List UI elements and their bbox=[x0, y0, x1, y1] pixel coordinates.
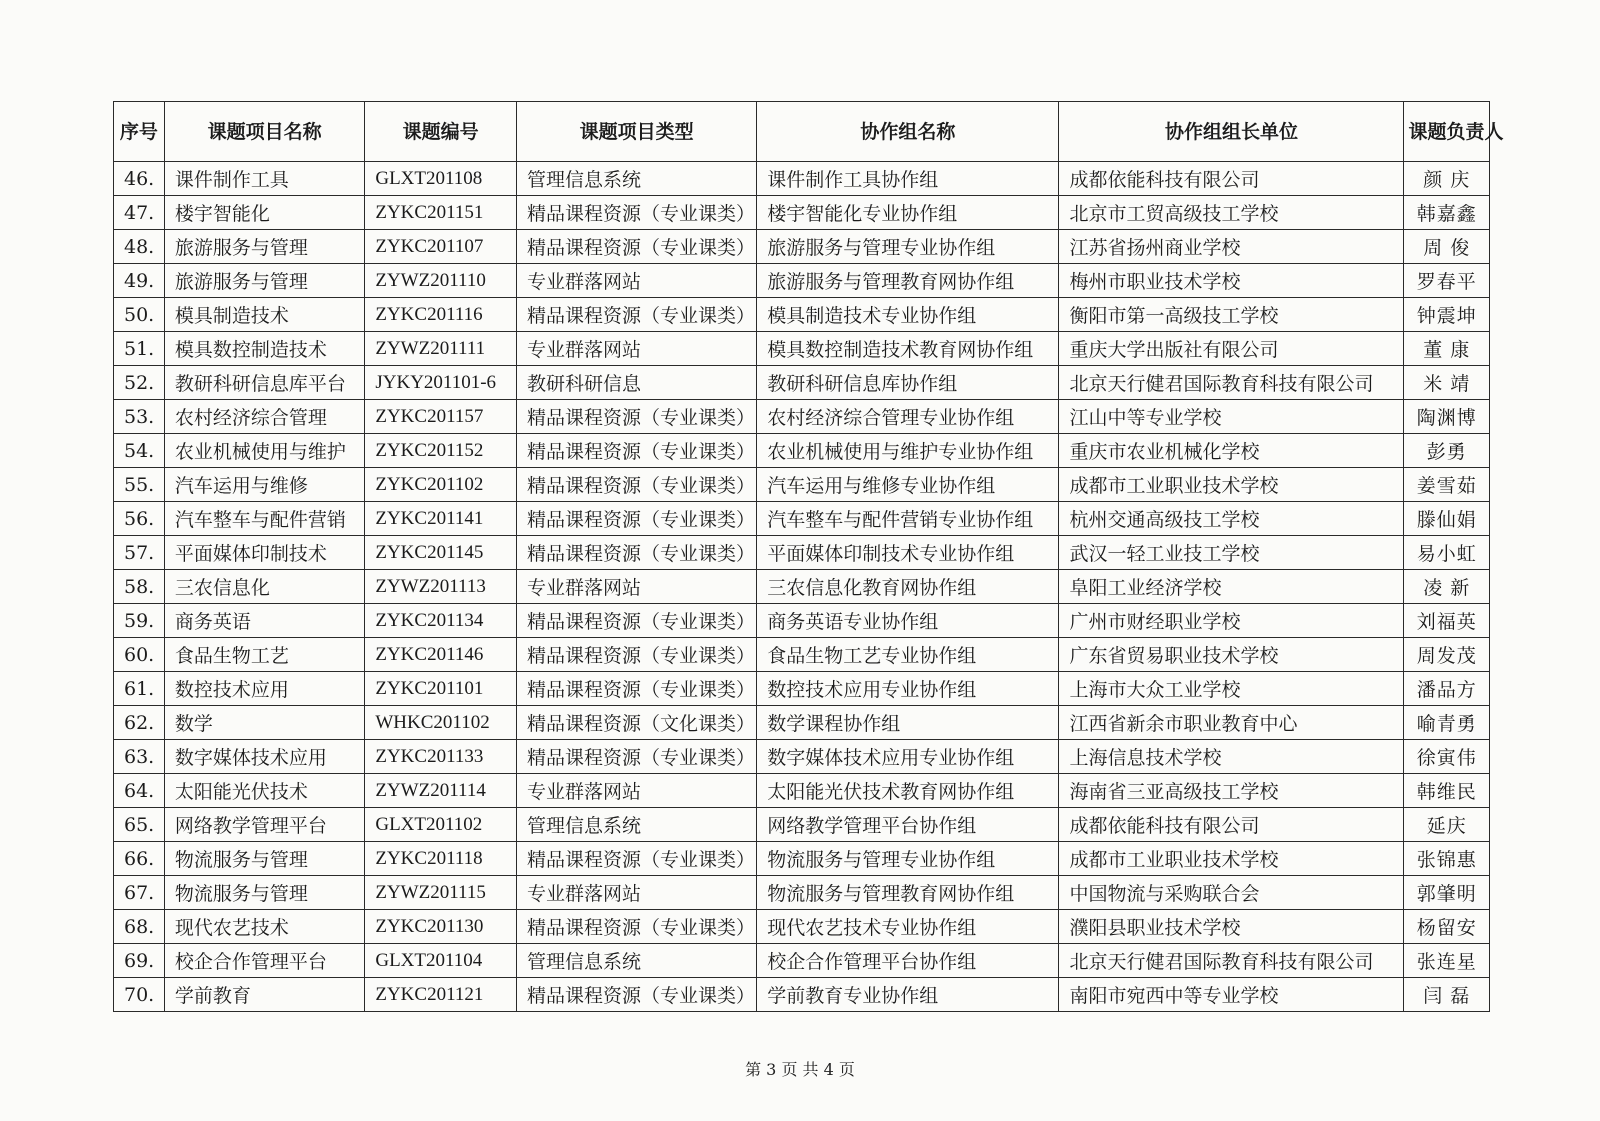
table-row bbox=[114, 298, 1490, 332]
table-row bbox=[114, 638, 1490, 672]
cell-leader: 滕仙娟 bbox=[1404, 502, 1490, 536]
cell-group-name: 课件制作工具协作组 bbox=[757, 162, 1059, 196]
cell-leader-unit: 江苏省扬州商业学校 bbox=[1059, 230, 1404, 264]
cell-no: 51. bbox=[114, 332, 165, 366]
cell-leader-unit: 成都市工业职业技术学校 bbox=[1059, 468, 1404, 502]
cell-leader: 刘福英 bbox=[1404, 604, 1490, 638]
cell-type: 精品课程资源（专业课类） bbox=[517, 502, 757, 536]
cell-leader: 郭肇明 bbox=[1404, 876, 1490, 910]
cell-leader-unit: 武汉一轻工业技工学校 bbox=[1059, 536, 1404, 570]
cell-leader-unit: 北京天行健君国际教育科技有限公司 bbox=[1059, 944, 1404, 978]
cell-leader-unit: 江山中等专业学校 bbox=[1059, 400, 1404, 434]
cell-leader: 陶渊博 bbox=[1404, 400, 1490, 434]
cell-project-name: 教研科研信息库平台 bbox=[164, 366, 364, 400]
cell-code: ZYKC201152 bbox=[365, 434, 517, 468]
cell-no: 70. bbox=[114, 978, 165, 1012]
cell-leader-unit: 江西省新余市职业教育中心 bbox=[1059, 706, 1404, 740]
cell-project-name: 旅游服务与管理 bbox=[164, 230, 364, 264]
cell-no: 63. bbox=[114, 740, 165, 774]
cell-type: 专业群落网站 bbox=[517, 876, 757, 910]
cell-no: 54. bbox=[114, 434, 165, 468]
cell-project-name: 楼宇智能化 bbox=[164, 196, 364, 230]
cell-type: 精品课程资源（专业课类） bbox=[517, 740, 757, 774]
cell-leader: 潘品方 bbox=[1404, 672, 1490, 706]
table-row bbox=[114, 196, 1490, 230]
cell-group-name: 农村经济综合管理专业协作组 bbox=[757, 400, 1059, 434]
cell-type: 管理信息系统 bbox=[517, 944, 757, 978]
table-row bbox=[114, 468, 1490, 502]
cell-leader: 韩嘉鑫 bbox=[1404, 196, 1490, 230]
project-table bbox=[113, 101, 1504, 1012]
header-type: 课题项目类型 bbox=[517, 102, 757, 162]
table-row bbox=[114, 808, 1490, 842]
cell-project-name: 网络教学管理平台 bbox=[164, 808, 364, 842]
cell-group-name: 物流服务与管理教育网协作组 bbox=[757, 876, 1059, 910]
cell-leader: 罗春平 bbox=[1404, 264, 1490, 298]
table-row bbox=[114, 672, 1490, 706]
cell-no: 60. bbox=[114, 638, 165, 672]
cell-leader: 喻青勇 bbox=[1404, 706, 1490, 740]
cell-leader: 颜 庆 bbox=[1404, 162, 1490, 196]
table-row bbox=[114, 502, 1490, 536]
cell-leader: 周发茂 bbox=[1404, 638, 1490, 672]
cell-code: ZYWZ201115 bbox=[365, 876, 517, 910]
cell-code: ZYWZ201114 bbox=[365, 774, 517, 808]
table-row bbox=[114, 332, 1490, 366]
cell-leader-unit: 重庆大学出版社有限公司 bbox=[1059, 332, 1404, 366]
cell-project-name: 商务英语 bbox=[164, 604, 364, 638]
cell-leader-unit: 梅州市职业技术学校 bbox=[1059, 264, 1404, 298]
cell-project-name: 校企合作管理平台 bbox=[164, 944, 364, 978]
cell-project-name: 农业机械使用与维护 bbox=[164, 434, 364, 468]
cell-group-name: 汽车整车与配件营销专业协作组 bbox=[757, 502, 1059, 536]
cell-leader-unit: 重庆市农业机械化学校 bbox=[1059, 434, 1404, 468]
cell-leader-unit: 成都依能科技有限公司 bbox=[1059, 808, 1404, 842]
cell-type: 精品课程资源（专业课类） bbox=[517, 536, 757, 570]
table-row bbox=[114, 978, 1490, 1012]
cell-leader: 周 俊 bbox=[1404, 230, 1490, 264]
cell-type: 精品课程资源（专业课类） bbox=[517, 434, 757, 468]
table-row bbox=[114, 434, 1490, 468]
cell-group-name: 网络教学管理平台协作组 bbox=[757, 808, 1059, 842]
table-row bbox=[114, 740, 1490, 774]
table-row bbox=[114, 230, 1490, 264]
cell-code: JYKY201101-6 bbox=[365, 366, 517, 400]
cell-group-name: 数学课程协作组 bbox=[757, 706, 1059, 740]
cell-project-name: 汽车整车与配件营销 bbox=[164, 502, 364, 536]
cell-group-name: 校企合作管理平台协作组 bbox=[757, 944, 1059, 978]
cell-code: ZYWZ201110 bbox=[365, 264, 517, 298]
cell-project-name: 太阳能光伏技术 bbox=[164, 774, 364, 808]
cell-code: ZYKC201141 bbox=[365, 502, 517, 536]
cell-project-name: 现代农艺技术 bbox=[164, 910, 364, 944]
cell-type: 精品课程资源（专业课类） bbox=[517, 400, 757, 434]
cell-group-name: 学前教育专业协作组 bbox=[757, 978, 1059, 1012]
cell-code: GLXT201104 bbox=[365, 944, 517, 978]
cell-project-name: 三农信息化 bbox=[164, 570, 364, 604]
cell-group-name: 现代农艺技术专业协作组 bbox=[757, 910, 1059, 944]
cell-group-name: 旅游服务与管理教育网协作组 bbox=[757, 264, 1059, 298]
header-code: 课题编号 bbox=[365, 102, 517, 162]
cell-leader: 徐寅伟 bbox=[1404, 740, 1490, 774]
cell-group-name: 物流服务与管理专业协作组 bbox=[757, 842, 1059, 876]
cell-group-name: 教研科研信息库协作组 bbox=[757, 366, 1059, 400]
cell-leader: 张锦惠 bbox=[1404, 842, 1490, 876]
table-row bbox=[114, 944, 1490, 978]
cell-no: 49. bbox=[114, 264, 165, 298]
cell-no: 55. bbox=[114, 468, 165, 502]
cell-code: ZYKC201118 bbox=[365, 842, 517, 876]
cell-code: ZYKC201116 bbox=[365, 298, 517, 332]
cell-project-name: 农村经济综合管理 bbox=[164, 400, 364, 434]
cell-leader-unit: 上海市大众工业学校 bbox=[1059, 672, 1404, 706]
cell-group-name: 商务英语专业协作组 bbox=[757, 604, 1059, 638]
cell-no: 56. bbox=[114, 502, 165, 536]
cell-type: 精品课程资源（专业课类） bbox=[517, 842, 757, 876]
cell-project-name: 物流服务与管理 bbox=[164, 876, 364, 910]
cell-type: 精品课程资源（专业课类） bbox=[517, 638, 757, 672]
header-leader: 课题负责人 bbox=[1404, 102, 1490, 162]
cell-type: 精品课程资源（专业课类） bbox=[517, 230, 757, 264]
cell-no: 62. bbox=[114, 706, 165, 740]
cell-group-name: 楼宇智能化专业协作组 bbox=[757, 196, 1059, 230]
cell-code: ZYKC201130 bbox=[365, 910, 517, 944]
cell-no: 57. bbox=[114, 536, 165, 570]
cell-code: ZYKC201107 bbox=[365, 230, 517, 264]
cell-leader-unit: 成都市工业职业技术学校 bbox=[1059, 842, 1404, 876]
cell-leader: 彭勇 bbox=[1404, 434, 1490, 468]
cell-project-name: 数控技术应用 bbox=[164, 672, 364, 706]
cell-leader: 钟震坤 bbox=[1404, 298, 1490, 332]
cell-no: 66. bbox=[114, 842, 165, 876]
cell-type: 精品课程资源（专业课类） bbox=[517, 468, 757, 502]
cell-code: ZYKC201151 bbox=[365, 196, 517, 230]
table-row bbox=[114, 706, 1490, 740]
cell-no: 58. bbox=[114, 570, 165, 604]
cell-type: 专业群落网站 bbox=[517, 332, 757, 366]
header-no: 序号 bbox=[114, 102, 165, 162]
cell-code: GLXT201108 bbox=[365, 162, 517, 196]
cell-leader: 延庆 bbox=[1404, 808, 1490, 842]
cell-group-name: 旅游服务与管理专业协作组 bbox=[757, 230, 1059, 264]
cell-leader: 米 靖 bbox=[1404, 366, 1490, 400]
cell-group-name: 模具制造技术专业协作组 bbox=[757, 298, 1059, 332]
cell-project-name: 模具数控制造技术 bbox=[164, 332, 364, 366]
table-row bbox=[114, 536, 1490, 570]
cell-no: 68. bbox=[114, 910, 165, 944]
cell-project-name: 食品生物工艺 bbox=[164, 638, 364, 672]
header-group-name: 协作组名称 bbox=[757, 102, 1059, 162]
cell-project-name: 汽车运用与维修 bbox=[164, 468, 364, 502]
cell-type: 精品课程资源（文化课类） bbox=[517, 706, 757, 740]
cell-no: 64. bbox=[114, 774, 165, 808]
cell-group-name: 模具数控制造技术教育网协作组 bbox=[757, 332, 1059, 366]
cell-code: ZYKC201102 bbox=[365, 468, 517, 502]
cell-code: ZYWZ201111 bbox=[365, 332, 517, 366]
cell-code: ZYKC201121 bbox=[365, 978, 517, 1012]
cell-leader: 闫 磊 bbox=[1404, 978, 1490, 1012]
cell-project-name: 学前教育 bbox=[164, 978, 364, 1012]
table-row bbox=[114, 842, 1490, 876]
table-row bbox=[114, 366, 1490, 400]
cell-type: 精品课程资源（专业课类） bbox=[517, 196, 757, 230]
cell-leader-unit: 广东省贸易职业技术学校 bbox=[1059, 638, 1404, 672]
cell-no: 46. bbox=[114, 162, 165, 196]
cell-no: 59. bbox=[114, 604, 165, 638]
cell-leader: 易小虹 bbox=[1404, 536, 1490, 570]
cell-code: WHKC201102 bbox=[365, 706, 517, 740]
cell-type: 精品课程资源（专业课类） bbox=[517, 910, 757, 944]
cell-leader: 姜雪茹 bbox=[1404, 468, 1490, 502]
cell-group-name: 太阳能光伏技术教育网协作组 bbox=[757, 774, 1059, 808]
cell-leader: 韩维民 bbox=[1404, 774, 1490, 808]
header-leader-unit: 协作组组长单位 bbox=[1059, 102, 1404, 162]
cell-type: 管理信息系统 bbox=[517, 808, 757, 842]
header-project-name: 课题项目名称 bbox=[164, 102, 364, 162]
cell-leader-unit: 濮阳县职业技术学校 bbox=[1059, 910, 1404, 944]
cell-leader: 董 康 bbox=[1404, 332, 1490, 366]
cell-leader-unit: 海南省三亚高级技工学校 bbox=[1059, 774, 1404, 808]
cell-type: 精品课程资源（专业课类） bbox=[517, 978, 757, 1012]
cell-group-name: 平面媒体印制技术专业协作组 bbox=[757, 536, 1059, 570]
cell-no: 52. bbox=[114, 366, 165, 400]
cell-no: 65. bbox=[114, 808, 165, 842]
cell-type: 专业群落网站 bbox=[517, 570, 757, 604]
page-number: 第 3 页 共 4 页 bbox=[745, 1060, 855, 1079]
cell-code: ZYKC201145 bbox=[365, 536, 517, 570]
cell-group-name: 汽车运用与维修专业协作组 bbox=[757, 468, 1059, 502]
cell-code: ZYKC201101 bbox=[365, 672, 517, 706]
cell-code: ZYKC201157 bbox=[365, 400, 517, 434]
cell-leader-unit: 北京市工贸高级技工学校 bbox=[1059, 196, 1404, 230]
cell-leader-unit: 杭州交通高级技工学校 bbox=[1059, 502, 1404, 536]
cell-type: 教研科研信息 bbox=[517, 366, 757, 400]
table-row bbox=[114, 400, 1490, 434]
cell-group-name: 三农信息化教育网协作组 bbox=[757, 570, 1059, 604]
header-row bbox=[114, 102, 1490, 162]
cell-leader-unit: 北京天行健君国际教育科技有限公司 bbox=[1059, 366, 1404, 400]
table-row bbox=[114, 162, 1490, 196]
cell-no: 47. bbox=[114, 196, 165, 230]
cell-project-name: 物流服务与管理 bbox=[164, 842, 364, 876]
cell-group-name: 农业机械使用与维护专业协作组 bbox=[757, 434, 1059, 468]
cell-code: GLXT201102 bbox=[365, 808, 517, 842]
table-header bbox=[114, 102, 1504, 162]
cell-project-name: 数学 bbox=[164, 706, 364, 740]
cell-leader-unit: 成都依能科技有限公司 bbox=[1059, 162, 1404, 196]
cell-leader: 凌 新 bbox=[1404, 570, 1490, 604]
cell-type: 精品课程资源（专业课类） bbox=[517, 298, 757, 332]
table-row bbox=[114, 570, 1490, 604]
cell-type: 精品课程资源（专业课类） bbox=[517, 604, 757, 638]
cell-leader: 张连星 bbox=[1404, 944, 1490, 978]
cell-leader: 杨留安 bbox=[1404, 910, 1490, 944]
cell-leader-unit: 阜阳工业经济学校 bbox=[1059, 570, 1404, 604]
cell-code: ZYKC201134 bbox=[365, 604, 517, 638]
cell-project-name: 数字媒体技术应用 bbox=[164, 740, 364, 774]
table-row bbox=[114, 876, 1490, 910]
cell-no: 53. bbox=[114, 400, 165, 434]
cell-leader-unit: 南阳市宛西中等专业学校 bbox=[1059, 978, 1404, 1012]
cell-leader-unit: 上海信息技术学校 bbox=[1059, 740, 1404, 774]
cell-project-name: 课件制作工具 bbox=[164, 162, 364, 196]
cell-project-name: 平面媒体印制技术 bbox=[164, 536, 364, 570]
cell-code: ZYKC201133 bbox=[365, 740, 517, 774]
cell-no: 69. bbox=[114, 944, 165, 978]
cell-no: 48. bbox=[114, 230, 165, 264]
table-body bbox=[114, 162, 1490, 1012]
cell-code: ZYKC201146 bbox=[365, 638, 517, 672]
cell-no: 61. bbox=[114, 672, 165, 706]
cell-group-name: 食品生物工艺专业协作组 bbox=[757, 638, 1059, 672]
cell-type: 专业群落网站 bbox=[517, 264, 757, 298]
cell-type: 专业群落网站 bbox=[517, 774, 757, 808]
cell-type: 精品课程资源（专业课类） bbox=[517, 672, 757, 706]
cell-type: 管理信息系统 bbox=[517, 162, 757, 196]
cell-code: ZYWZ201113 bbox=[365, 570, 517, 604]
cell-no: 50. bbox=[114, 298, 165, 332]
cell-project-name: 旅游服务与管理 bbox=[164, 264, 364, 298]
cell-no: 67. bbox=[114, 876, 165, 910]
cell-leader-unit: 中国物流与采购联合会 bbox=[1059, 876, 1404, 910]
table-row bbox=[114, 910, 1490, 944]
cell-leader-unit: 广州市财经职业学校 bbox=[1059, 604, 1404, 638]
table-row bbox=[114, 264, 1490, 298]
cell-group-name: 数控技术应用专业协作组 bbox=[757, 672, 1059, 706]
cell-leader-unit: 衡阳市第一高级技工学校 bbox=[1059, 298, 1404, 332]
table-row bbox=[114, 604, 1490, 638]
table-row bbox=[114, 774, 1490, 808]
cell-project-name: 模具制造技术 bbox=[164, 298, 364, 332]
cell-group-name: 数字媒体技术应用专业协作组 bbox=[757, 740, 1059, 774]
